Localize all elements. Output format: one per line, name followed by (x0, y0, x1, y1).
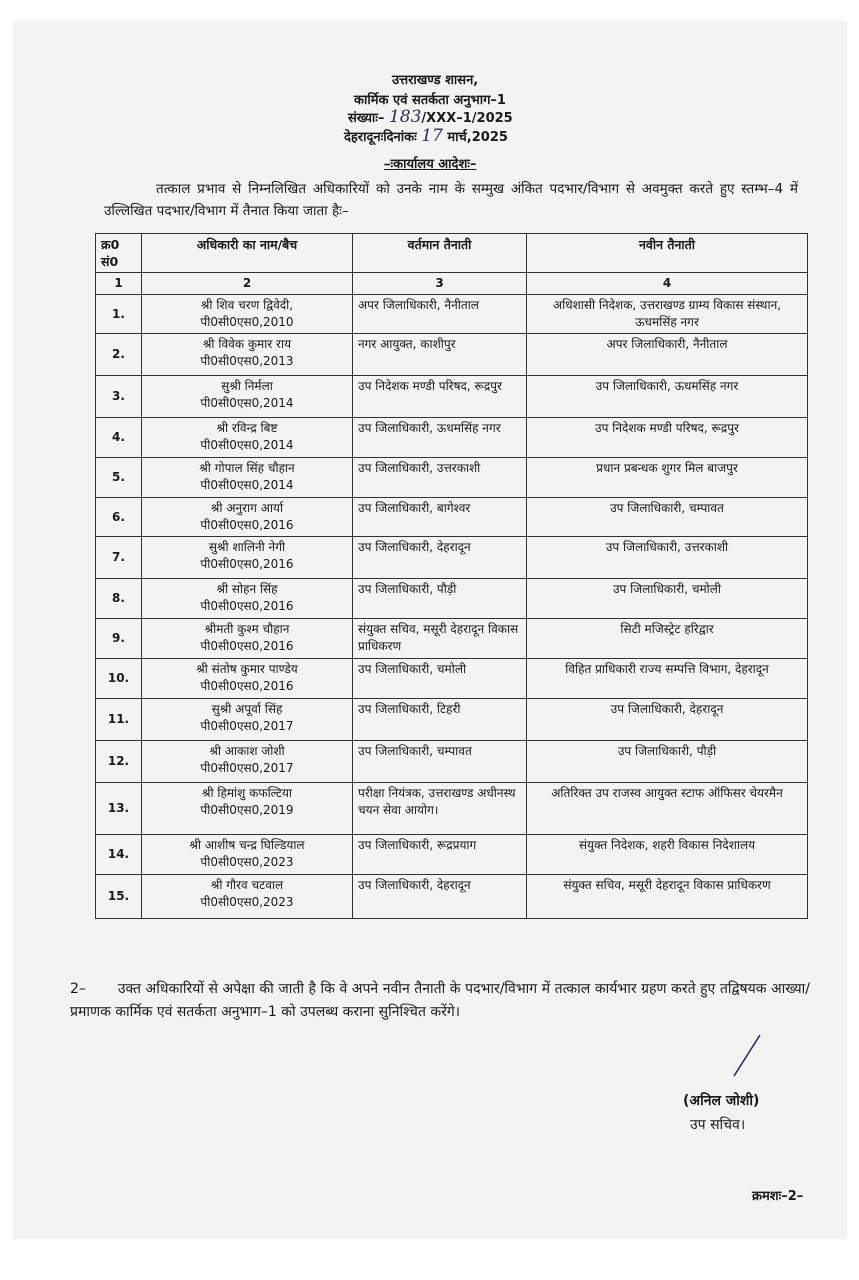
table-row (96, 537, 808, 579)
serial-cell (96, 783, 142, 835)
order-number-handwritten: 183 (388, 107, 422, 127)
order-number-label: संख्याः– (348, 111, 385, 126)
current-posting-cell-text: उप जिलाधिकारी, रूद्रप्रयाग (358, 838, 477, 852)
officer-cell-text: पी0सी0एस0,2017 (200, 719, 294, 733)
current-posting-cell (353, 537, 527, 579)
officer-cell (142, 741, 353, 783)
current-posting-cell (353, 699, 527, 741)
serial-cell-text: 3. (112, 389, 125, 403)
paragraph-number: 2– (70, 981, 86, 997)
officer-cell (142, 498, 353, 537)
officer-cell-text: पी0सी0एस0,2017 (200, 761, 294, 775)
table-row (96, 875, 808, 919)
order-date-suffix: मार्च,2025 (447, 130, 508, 145)
serial-cell-text: 9. (112, 631, 125, 645)
table-row (96, 498, 808, 537)
table-header-row (96, 234, 808, 273)
table-row (96, 376, 808, 418)
serial-cell (96, 835, 142, 875)
new-posting-cell-text: संयुक्त निदेशक, शहरी विकास निदेशालय (578, 838, 756, 852)
current-posting-cell-text: नगर आयुक्त, काशीपुर (358, 337, 456, 351)
current-posting-cell (353, 498, 527, 537)
section-name: कार्मिक एवं सतर्कता अनुभाग–1 (354, 93, 506, 108)
paragraph-text: उक्त अधिकारियों से अपेक्षा की जाती है कि वे अपने नवीन तैनाती के पदभार/विभाग में तत्काल कार्यभार ग्रहण करते हुए तद्विषयक आख्या/प्रमाणक कार्मिक एवं सतर्कता अनुभाग–1 को उपलब्ध कराना सुनिश्चित करेंगे। (70, 981, 810, 1020)
officer-cell-text: पी0सी0एस0,2016 (200, 557, 294, 571)
officer-cell-text: श्री गौरव चटवाल (210, 878, 284, 892)
serial-cell-text: 15. (107, 889, 130, 903)
officer-cell-text: श्री सोहन सिंह (216, 582, 278, 596)
order-number-suffix: /XXX–1/2025 (421, 111, 513, 126)
current-posting-cell-text: उप जिलाधिकारी, पौड़ी (358, 582, 457, 596)
column-number: 2 (142, 273, 353, 295)
current-posting-cell-text: संयुक्त सचिव, मसूरी देहरादून विकास प्राधिकरण (358, 622, 519, 653)
table-row (96, 835, 808, 875)
current-posting-cell-text: परीक्षा नियंत्रक, उत्तराखण्ड अधीनस्थ चयन सेवा आयोग। (358, 786, 516, 817)
current-posting-cell-text: उप निदेशक मण्डी परिषद, रूद्रपुर (358, 379, 502, 393)
serial-cell-text: 7. (112, 550, 125, 564)
table-row (96, 741, 808, 783)
current-posting-cell (353, 418, 527, 458)
table-row (96, 699, 808, 741)
new-posting-cell-text: प्रधान प्रबन्धक शुगर मिल बाजपुर (596, 461, 738, 475)
current-posting-cell (353, 334, 527, 376)
new-posting-cell (527, 295, 808, 334)
column-number: 4 (527, 273, 808, 295)
column-number: 3 (353, 273, 527, 295)
serial-cell-text: 5. (112, 470, 125, 484)
serial-cell-text: 4. (112, 430, 125, 444)
serial-cell (96, 741, 142, 783)
officer-cell-text: श्री हिमांशु कफल्टिया (201, 786, 293, 800)
serial-cell-text: 6. (112, 509, 125, 524)
new-posting-cell (527, 741, 808, 783)
serial-cell (96, 498, 142, 537)
current-posting-cell (353, 835, 527, 875)
officer-cell (142, 875, 353, 919)
officer-cell-text: पी0सी0एस0,2014 (200, 478, 294, 492)
officer-cell-text: पी0सी0एस0,2016 (200, 599, 294, 613)
current-posting-cell-text: उप जिलाधिकारी, चमोली (358, 662, 467, 676)
current-posting-cell (353, 875, 527, 919)
current-posting-cell-text: उप जिलाधिकारी, ऊधमसिंह नगर (358, 421, 501, 435)
current-posting-cell (353, 458, 527, 498)
officer-cell-text: श्री विवेक कुमार राय (202, 337, 292, 351)
intro-paragraph (104, 178, 798, 222)
officer-cell (142, 418, 353, 458)
officer-cell (142, 334, 353, 376)
officer-cell-text: सुश्री निर्मला (221, 379, 273, 393)
officer-cell-text: पी0सी0एस0,2023 (200, 855, 294, 869)
new-posting-cell-text: अधिशासी निदेशक, उत्तराखण्ड ग्राम्य विकास संस्थान, ऊधमसिंह नगर (552, 298, 782, 329)
header-new-posting: नवीन तैनाती (527, 234, 808, 273)
current-posting-cell (353, 741, 527, 783)
officer-cell-text: पी0सी0एस0,2019 (200, 803, 294, 817)
officer-cell-text: पी0सी0एस0,2014 (200, 396, 294, 410)
officer-cell-text: पी0सी0एस0,2014 (200, 438, 294, 452)
officer-cell-text: पी0सी0एस0,2016 (200, 679, 294, 693)
signatory-designation: उप सचिव। (690, 1117, 746, 1133)
officer-cell (142, 579, 353, 619)
new-posting-cell-text: अपर जिलाधिकारी, नैनीताल (606, 337, 728, 351)
serial-cell (96, 458, 142, 498)
order-date-label: देहरादूनःदिनांकः (344, 130, 417, 145)
new-posting-cell-text: अतिरिक्त उप राजस्व आयुक्त स्टाफ ऑफिसर चेयरमैन (551, 786, 783, 800)
officer-cell-text: श्री संतोष कुमार पाण्डेय (196, 662, 298, 676)
officer-cell-text: पी0सी0एस0,2023 (200, 895, 294, 909)
table-row (96, 418, 808, 458)
serial-cell (96, 875, 142, 919)
serial-cell-text: 13. (107, 801, 130, 815)
serial-cell (96, 376, 142, 418)
current-posting-cell (353, 376, 527, 418)
table-row (96, 619, 808, 659)
new-posting-cell (527, 659, 808, 699)
officer-cell-text: श्रीमती कुश्म चौहान (204, 622, 290, 636)
serial-cell (96, 699, 142, 741)
current-posting-cell (353, 659, 527, 699)
current-posting-cell-text: उप जिलाधिकारी, बागेश्वर (358, 501, 471, 515)
officer-cell-text: श्री आशीष चन्द्र घिल्डियाल (189, 838, 305, 852)
new-posting-cell (527, 875, 808, 919)
new-posting-cell-text: उप जिलाधिकारी, देहरादून (610, 702, 724, 716)
officer-cell-text: श्री रविन्द्र बिष्ट (216, 421, 278, 435)
officer-cell-text: सुश्री शालिनी नेगी (208, 540, 286, 554)
officer-cell-text: सुश्री अपूर्वा सिंह (211, 702, 283, 716)
serial-cell (96, 619, 142, 659)
new-posting-cell (527, 619, 808, 659)
signature-mark (728, 1032, 768, 1082)
serial-cell-text: 10. (107, 671, 130, 685)
serial-cell-text: 11. (107, 712, 130, 726)
serial-cell (96, 295, 142, 334)
serial-cell-text: 12. (107, 754, 130, 768)
signatory-name: (अनिल जोशी) (683, 1093, 760, 1109)
current-posting-cell-text: अपर जिलाधिकारी, नैनीताल (358, 298, 479, 312)
officer-cell (142, 619, 353, 659)
serial-cell (96, 418, 142, 458)
new-posting-cell-text: उप जिलाधिकारी, पौड़ी (617, 744, 717, 758)
current-posting-cell-text: उप जिलाधिकारी, देहरादून (358, 878, 471, 892)
officer-cell (142, 537, 353, 579)
new-posting-cell (527, 537, 808, 579)
table-row (96, 579, 808, 619)
serial-cell (96, 537, 142, 579)
serial-cell-text: 14. (107, 847, 130, 861)
table-row (96, 334, 808, 376)
officer-cell (142, 376, 353, 418)
new-posting-cell-text: विहित प्राधिकारी राज्य सम्पत्ति विभाग, देहरादून (565, 662, 769, 676)
new-posting-cell-text: उप निदेशक मण्डी परिषद, रूद्रपुर (595, 421, 739, 435)
new-posting-cell-text: संयुक्त सचिव, मसूरी देहरादून विकास प्राधिकरण (563, 878, 771, 892)
intro-text: तत्काल प्रभाव से निम्नलिखित अधिकारियों को उनके नाम के सम्मुख अंकित पदभार/विभाग से अवमुक्त करते हुए स्तम्भ–4 में उल्लिखित पदभार/विभाग में तैनात किया जाता हैः– (104, 181, 798, 219)
current-posting-cell (353, 295, 527, 334)
header-current-posting: वर्तमान तैनाती (353, 234, 527, 273)
new-posting-cell-text: उप जिलाधिकारी, चमोली (612, 582, 722, 596)
table-row (96, 783, 808, 835)
table-row (96, 295, 808, 334)
officer-cell-text: पी0सी0एस0,2016 (200, 518, 294, 532)
current-posting-cell-text: उप जिलाधिकारी, चम्पावत (358, 744, 472, 758)
officer-cell-text: श्री गोपाल सिंह चौहान (199, 461, 295, 475)
serial-cell (96, 659, 142, 699)
officer-cell (142, 783, 353, 835)
new-posting-cell-text: सिटी मजिस्ट्रेट हरिद्वार (620, 622, 714, 636)
current-posting-cell-text: उप जिलाधिकारी, देहरादून (358, 540, 471, 554)
new-posting-cell-text: उप जिलाधिकारी, उत्तरकाशी (605, 540, 729, 554)
continuation-marker: क्रमशः–2– (752, 1189, 804, 1204)
current-posting-cell-text: उप जिलाधिकारी, टिहरी (358, 702, 461, 716)
new-posting-cell (527, 334, 808, 376)
officer-cell (142, 835, 353, 875)
new-posting-cell (527, 458, 808, 498)
officer-cell (142, 458, 353, 498)
serial-cell (96, 579, 142, 619)
officer-cell-text: पी0सी0एस0,2010 (200, 315, 294, 329)
new-posting-cell (527, 835, 808, 875)
officer-cell-text: श्री अनुराग आर्या (210, 501, 284, 515)
order-date-handwritten: 17 (421, 126, 443, 146)
order-date (344, 126, 508, 146)
postings-table (95, 233, 808, 919)
column-number: 1 (96, 273, 142, 295)
column-number-row (96, 273, 808, 295)
new-posting-cell-text: उप जिलाधिकारी, चम्पावत (610, 501, 724, 515)
serial-cell-text: 2. (112, 347, 125, 361)
paragraph-2 (70, 978, 810, 1024)
current-posting-cell (353, 783, 527, 835)
new-posting-cell (527, 498, 808, 537)
order-title: –ःकार्यालय आदेशः– (384, 157, 477, 172)
table-row (96, 659, 808, 699)
new-posting-cell (527, 418, 808, 458)
serial-cell-text: 8. (112, 591, 125, 605)
serial-cell-text: 1. (112, 306, 125, 321)
current-posting-cell-text: उप जिलाधिकारी, उत्तरकाशी (358, 461, 481, 475)
officer-cell (142, 699, 353, 741)
officer-cell-text: श्री शिव चरण द्विवेदी, (200, 298, 294, 312)
header-officer: अधिकारी का नाम/बैच (142, 234, 353, 273)
officer-cell (142, 659, 353, 699)
new-posting-cell (527, 783, 808, 835)
officer-cell-text: श्री आकाश जोशी (209, 744, 285, 758)
serial-cell (96, 334, 142, 376)
officer-cell-text: पी0सी0एस0,2016 (200, 639, 294, 653)
table-row (96, 458, 808, 498)
header-serial: क्र0 सं0 (96, 234, 142, 273)
current-posting-cell (353, 579, 527, 619)
order-number (348, 107, 513, 127)
new-posting-cell (527, 376, 808, 418)
officer-cell-text: पी0सी0एस0,2013 (200, 354, 294, 368)
new-posting-cell (527, 579, 808, 619)
current-posting-cell (353, 619, 527, 659)
government-name: उत्तराखण्ड शासन, (392, 73, 479, 88)
new-posting-cell (527, 699, 808, 741)
officer-cell (142, 295, 353, 334)
new-posting-cell-text: उप जिलाधिकारी, ऊधमसिंह नगर (595, 379, 739, 393)
